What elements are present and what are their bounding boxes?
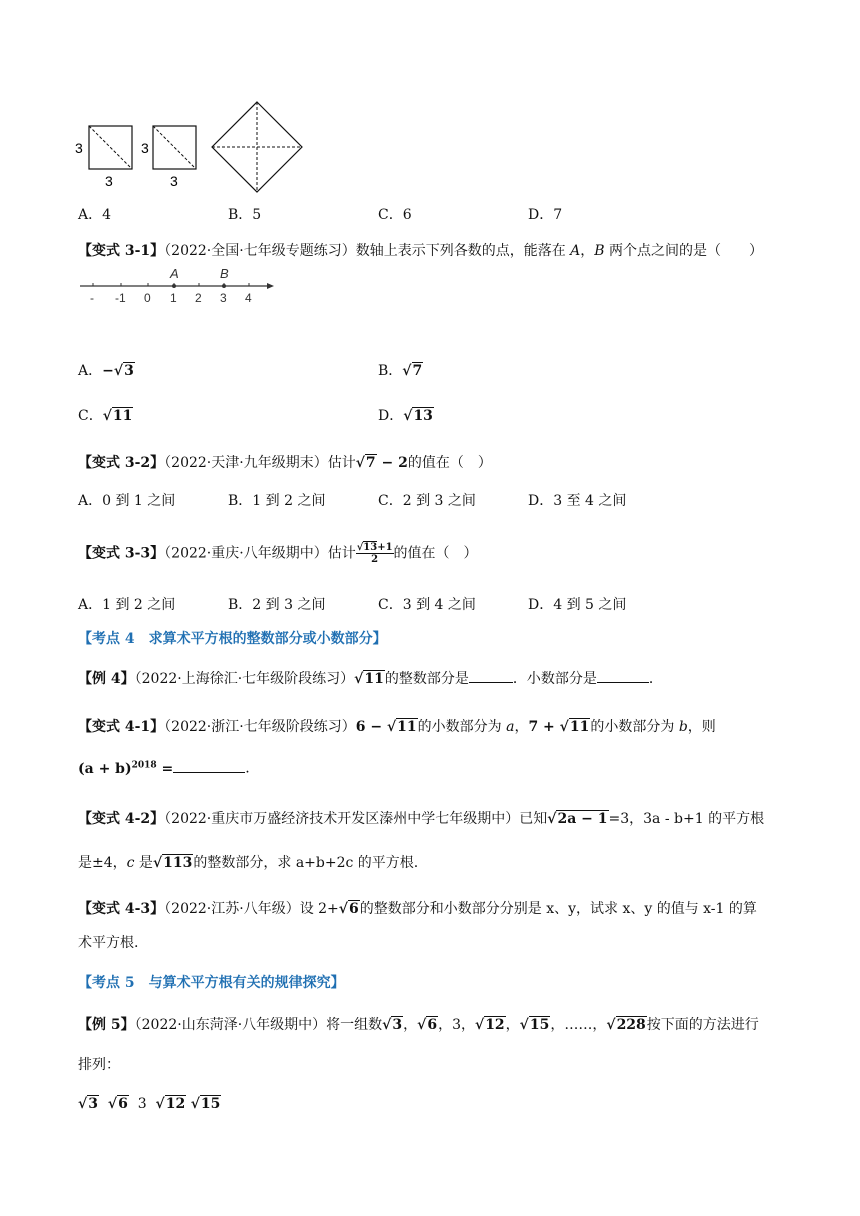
tick-label: 3 [220, 291, 227, 305]
tick-label: 2 [195, 291, 202, 305]
question-3-3: 【变式 3-3】（2022·重庆·八年级期中）估计 $\frac{√13+1}{2}$ 的值在（ ） [78, 542, 478, 565]
square2-bottom-label: 3 [170, 173, 178, 189]
tick-label: 1 [170, 291, 177, 305]
square1-side-label: 3 [75, 140, 83, 156]
square2-side-label: 3 [141, 140, 149, 156]
section-heading-5: 【考点 5 与算术平方根有关的规律探究】 [78, 975, 345, 991]
option-a: A．4 [78, 207, 112, 223]
square1-bottom-label: 3 [105, 173, 113, 189]
question-4-3-line2: 术平方根. [78, 935, 139, 951]
tick-label: -1 [115, 291, 126, 305]
question-3-2: 【变式 3-2】（2022·天津·九年级期末）估计√7 − 2的值在（ ） [78, 455, 492, 471]
option-3-1-d: D．√13 [378, 408, 433, 424]
option-3-2-d: D．3 至 4 之间 [528, 493, 627, 509]
option-3-3-a: A．1 到 2 之间 [78, 597, 176, 613]
section-heading-4: 【考点 4 求算术平方根的整数部分或小数部分】 [78, 631, 387, 647]
option-c: C．6 [378, 207, 412, 223]
number-line [78, 264, 278, 306]
option-3-1-c: C．√11 [78, 408, 133, 424]
example-5-line2: 排列： [78, 1057, 120, 1073]
squares-figure [72, 100, 312, 195]
option-3-1-b: B．√7 [378, 363, 423, 379]
option-3-3-c: C．3 到 4 之间 [378, 597, 476, 613]
option-3-3-d: D．4 到 5 之间 [528, 597, 627, 613]
option-3-2-a: A．0 到 1 之间 [78, 493, 176, 509]
question-4-1-line2: $(a + b)^{2018}$ = . [78, 760, 250, 777]
tick-label: 4 [245, 291, 252, 305]
point-a-label: A [170, 266, 179, 281]
tick-label: - [90, 291, 94, 305]
option-3-2-b: B．1 到 2 之间 [228, 493, 326, 509]
point-b-label: B [220, 266, 229, 281]
tick-label: 0 [144, 291, 151, 305]
option-3-1-a: A．−√3 [78, 363, 134, 379]
sequence-row: √3 √6 3 √12 √15 [78, 1096, 221, 1112]
question-4-3: 【变式 4-3】（2022·江苏·八年级）设 2+√6的整数部分和小数部分分别是 x、y，试求 x、y 的值与 x-1 的算 [78, 901, 757, 917]
example-5: 【例 5】（2022·山东菏泽·八年级期中）将一组数√3，√6，3，√12，√15，……，√228按下面的方法进行 [78, 1017, 759, 1033]
option-3-3-b: B．2 到 3 之间 [228, 597, 326, 613]
question-4-2-line2: 是±4，c 是√113的整数部分，求 a+b+2c 的平方根. [78, 855, 419, 871]
question-4-1: 【变式 4-1】（2022·浙江·七年级阶段练习）6 − √11的小数部分为 a，7 + √11的小数部分为 b，则 [78, 719, 716, 735]
option-b: B．5 [228, 207, 262, 223]
option-d: D．7 [528, 207, 563, 223]
question-3-1: 【变式 3-1】（2022·全国·七年级专题练习）数轴上表示下列各数的点，能落在 A，B 两个点之间的是（ ） [78, 243, 764, 259]
example-4: 【例 4】（2022·上海徐汇·七年级阶段练习）√11的整数部分是 ．小数部分是 ． [78, 671, 663, 687]
option-3-2-c: C．2 到 3 之间 [378, 493, 476, 509]
question-4-2: 【变式 4-2】（2022·重庆市万盛经济技术开发区溱州中学七年级期中）已知√2a − 1=3，3a - b+1 的平方根 [78, 811, 765, 827]
